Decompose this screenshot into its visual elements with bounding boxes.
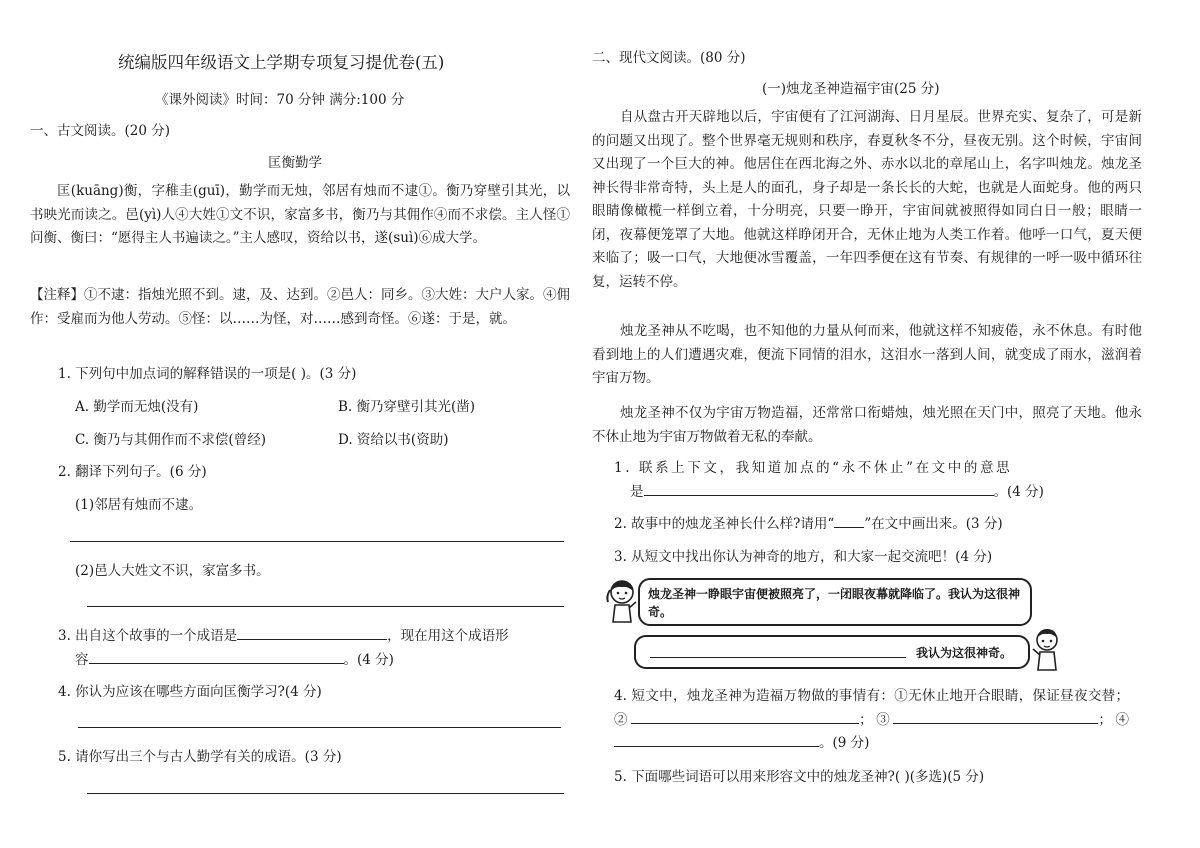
question-3-line-2 xyxy=(75,648,394,668)
underline-sample xyxy=(834,513,864,528)
bubble-answer-text: 我认为这很神奇。 xyxy=(916,646,1013,660)
answer-line-2-2[interactable] xyxy=(87,606,564,607)
question-1: 1. 下列句中加点词的解释错误的一项是( )。(3 分) xyxy=(58,366,357,382)
modern-passage-p3: 烛龙圣神不仅为宇宙万物造福，还常常口衔蜡烛，烛光照在天门中，照亮了天地。他永不休止地为宇宙万物做着无私的奉献。 xyxy=(592,405,1142,445)
section-heading-classical: 一、古文阅读。(20 分) xyxy=(30,123,171,139)
option-a[interactable]: A. 勤学而无烛(没有) xyxy=(75,399,199,415)
girl-figure-icon xyxy=(604,578,640,624)
modern-passage-p1: 自从盘古开天辟地以后，宇宙便有了江河湖海、日月星辰。世界充实、复杂了，可是新的问题又出现了。整个世界毫无规则和秩序，春夏秋冬不分，昼夜无别。这个时候，宇宙间又出现了一个巨大的神。他居住在西北海之外、赤水以北的章尾山上，名字叫烛龙。烛龙圣神长得非常奇特，头上是人的面孔，身子却是一条长长的大蛇，也就是人面蛇身。他的两只眼睛像橄榄一样倒立着，十分明亮，只要一睁开，宇宙间就被照得如同白日一般；眼睛一闭，夜幕便笼罩了大地。他就这样睁闭开合，无休止地为人类工作着。他呼一口气，夏天便来临了；吸一口气，大地便冰雪覆盖，一年四季便在这有节奏、有规律的一呼一吸中循环往复，运转不停。 xyxy=(592,109,1142,290)
answer-blank-r4-2[interactable] xyxy=(631,709,859,724)
classical-passage: 匡(kuāng)衡，字稚圭(guī)，勤学而无烛，邻居有烛而不逮①。衡乃穿壁引其光，以书映光而读之。邑(yì)人④大姓①文不识，家富多书，衡乃与其佣作④而不求偿。主人怪①问衡、衡曰：“愿得主人书遍读之。”主人感叹，资给以书，遂(suì)⑥成大学。 xyxy=(30,183,570,246)
question-r2-text-b: ”在文中画出来。(3 分) xyxy=(864,516,1003,532)
question-r4-text-a: 4. 短文中，烛龙圣神为造福万物做的事情有：①无休止地开合眼睛，保证昼夜交替；② xyxy=(614,688,1129,728)
answer-blank-idiom[interactable] xyxy=(237,625,387,640)
passage-title: 匡衡勤学 xyxy=(268,155,322,171)
question-r2 xyxy=(614,512,1003,532)
answer-line-2-1[interactable] xyxy=(70,541,564,542)
passage-title: (一)烛龙圣神造福宇宙(25 分) xyxy=(762,81,940,97)
annotation-notes: 【注释】①不逮：指烛光照不到。逮，及、达到。②邑人：同乡。③大姓：大户人家。④佣作：受雇而为他人劳动。⑤怪：以……为怪，对……感到奇怪。⑥遂：于是，就。 xyxy=(30,287,570,327)
question-r5: 5. 下面哪些词语可以用来形容文中的烛龙圣神?( )(多选)(5 分) xyxy=(614,769,985,785)
answer-line-4[interactable] xyxy=(78,727,561,728)
question-r4-text-d: 。(9 分) xyxy=(819,735,870,751)
answer-blank-meaning[interactable] xyxy=(644,481,994,496)
answer-blank-bubble[interactable] xyxy=(650,643,906,658)
option-b[interactable]: B. 衡乃穿壁引其光(凿) xyxy=(338,399,476,415)
answer-blank-meaning[interactable] xyxy=(89,649,344,664)
question-r4-text-b: ；③ xyxy=(859,711,894,728)
question-r1: 1. 联系上下文，我知道加点的“永不休止”在文中的意思 xyxy=(614,460,1013,476)
answer-blank-r4-3[interactable] xyxy=(893,709,1098,724)
question-r1-text-c: 。(4 分) xyxy=(993,484,1044,500)
question-3 xyxy=(58,624,509,644)
option-c[interactable]: C. 衡乃与其佣作而不求偿(曾经) xyxy=(75,432,266,448)
speech-bubble-answer xyxy=(634,635,1030,669)
question-r1-text-b: 是 xyxy=(630,484,644,500)
bubble-example-text: 烛龙圣神一睁眼宇宙便被照亮了，一闭眼夜幕就降临了。我认为这很神奇。 xyxy=(648,587,1021,619)
exam-info: 《课外阅读》时间：70 分钟 满分:100 分 xyxy=(155,92,405,108)
section-heading-modern: 二、现代文阅读。(80 分) xyxy=(592,50,746,66)
question-3-text-a: 3. 出自这个故事的一个成语是 xyxy=(58,628,238,644)
question-r3: 3. 从短文中找出你认为神奇的地方，和大家一起交流吧！(4 分) xyxy=(614,549,993,565)
modern-passage-p2: 烛龙圣神从不吃喝，也不知他的力量从何而来，他就这样不知疲倦，永不休息。有时他看到地上的人们遭遇灾难，便流下同情的泪水，这泪水一落到人间，就变成了雨水，滋润着宇宙万物。 xyxy=(592,323,1142,386)
boy-figure-icon xyxy=(1030,627,1064,671)
question-2-1: (1)邻居有烛而不逮。 xyxy=(75,497,203,513)
speech-bubble-example xyxy=(638,578,1032,626)
question-5: 5. 请你写出三个与古人勤学有关的成语。(3 分) xyxy=(58,749,342,765)
answer-line-5[interactable] xyxy=(87,793,564,794)
question-2: 2. 翻译下列句子。(6 分) xyxy=(58,464,207,480)
option-d[interactable]: D. 资给以书(资助) xyxy=(338,432,449,448)
question-r1-line-2 xyxy=(630,480,1044,500)
question-3-text-b: ，现在用这个成语形 xyxy=(387,628,509,644)
question-3-text-d: 。(4 分) xyxy=(343,652,394,668)
question-4: 4. 你认为应该在哪些方面向匡衡学习?(4 分) xyxy=(58,684,322,700)
question-3-text-c: 容 xyxy=(75,652,89,668)
question-r4-text-c: ；④ xyxy=(1098,711,1129,728)
question-r2-text-a: 2. 故事中的烛龙圣神长什么样?请用“ xyxy=(614,516,835,532)
question-2-2: (2)邑人大姓文不识，家富多书。 xyxy=(75,563,270,579)
question-r4 xyxy=(614,685,1129,756)
page-title: 统编版四年级语文上学期专项复习提优卷(五) xyxy=(118,53,445,72)
answer-blank-r4-4[interactable] xyxy=(614,732,819,747)
